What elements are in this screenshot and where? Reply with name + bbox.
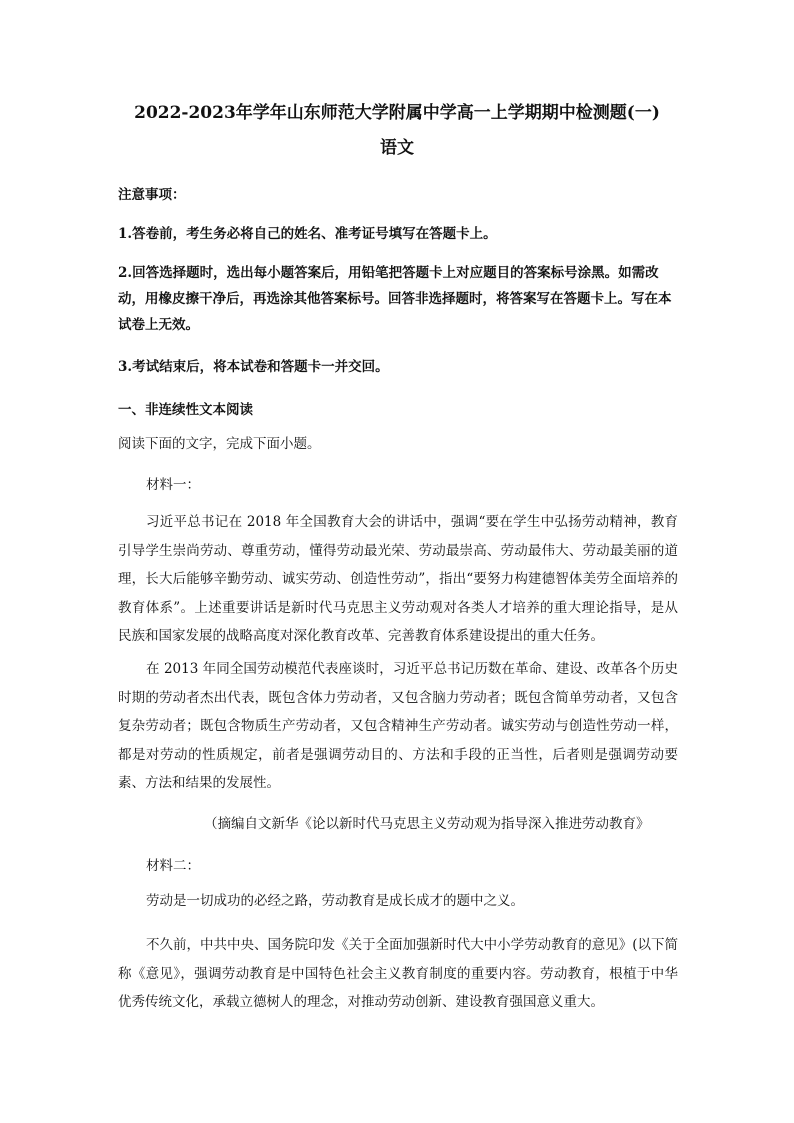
reading-instruction: 阅读下面的文字，完成下面小题。 <box>118 436 321 452</box>
material2-paragraph-1: 劳动是一切成功的必经之路，劳动教育是成长成才的题中之义。 <box>146 893 524 909</box>
notes-heading: 注意事项： <box>118 187 186 203</box>
material2-label: 材料二： <box>146 858 200 874</box>
material1-label: 材料一： <box>146 477 200 493</box>
material1-source: （摘编自文新华《论以新时代马克思主义劳动观为指导深入推进劳动教育》 <box>204 816 650 832</box>
note-item-1: 1.答卷前，考生务必将自己的姓名、准考证号填写在答题卡上。 <box>118 226 497 242</box>
material1-paragraph-1: 习近平总书记在 2018 年全国教育大会的讲话中，强调“要在学生中弘扬劳动精神，教育引导学生崇尚劳动、尊重劳动，懂得劳动最光荣、劳动最崇高、劳动最伟大、劳动最美丽的道理，长大后能够辛勤劳动、诚实劳动、创造性劳动”，指出“要努力构建德智体美劳全面培养的教育体系”。上述重要讲话是新时代马克思主义劳动观对各类人才培养的重大理论指导，是从民族和国家发展的战略高度对深化教育改革、完善教育体系建设提出的重大任务。 <box>118 514 678 645</box>
material1-paragraph-2: 在 2013 年同全国劳动模范代表座谈时，习近平总书记历数在革命、建设、改革各个历史时期的劳动者杰出代表，既包含体力劳动者，又包含脑力劳动者；既包含简单劳动者，又包含复杂劳动者；既包含物质生产劳动者，又包含精神生产劳动者。诚实劳动与创造性劳动一样，都是对劳动的性质规定，前者是强调劳动目的、方法和手段的正当性，后者则是强调劳动要素、方法和结果的发展性。 <box>118 661 678 792</box>
section-heading: 一、非连续性文本阅读 <box>118 402 253 418</box>
material2-paragraph-2: 不久前，中共中央、国务院印发《关于全面加强新时代大中小学劳动教育的意见》(以下简称《意见》，强调劳动教育是中国特色社会主义教育制度的重要内容。劳动教育，根植于中华优秀传统文化，承载立德树人的理念，对推动劳动创新、建设教育强国意义重大。 <box>118 937 678 1011</box>
note-item-2: 2.回答选择题时，选出每小题答案后，用铅笔把答题卡上对应题目的答案标号涂黑。如需改动，用橡皮擦干净后，再选涂其他答案标号。回答非选择题时，将答案写在答题卡上。写在本试卷上无效。 <box>118 265 672 333</box>
document-subject: 语文 <box>380 138 414 158</box>
document-title: 2022-2023年学年山东师范大学附属中学高一上学期期中检测题(一) <box>134 103 660 123</box>
note-item-3: 3.考试结束后，将本试卷和答题卡一并交回。 <box>118 359 389 375</box>
